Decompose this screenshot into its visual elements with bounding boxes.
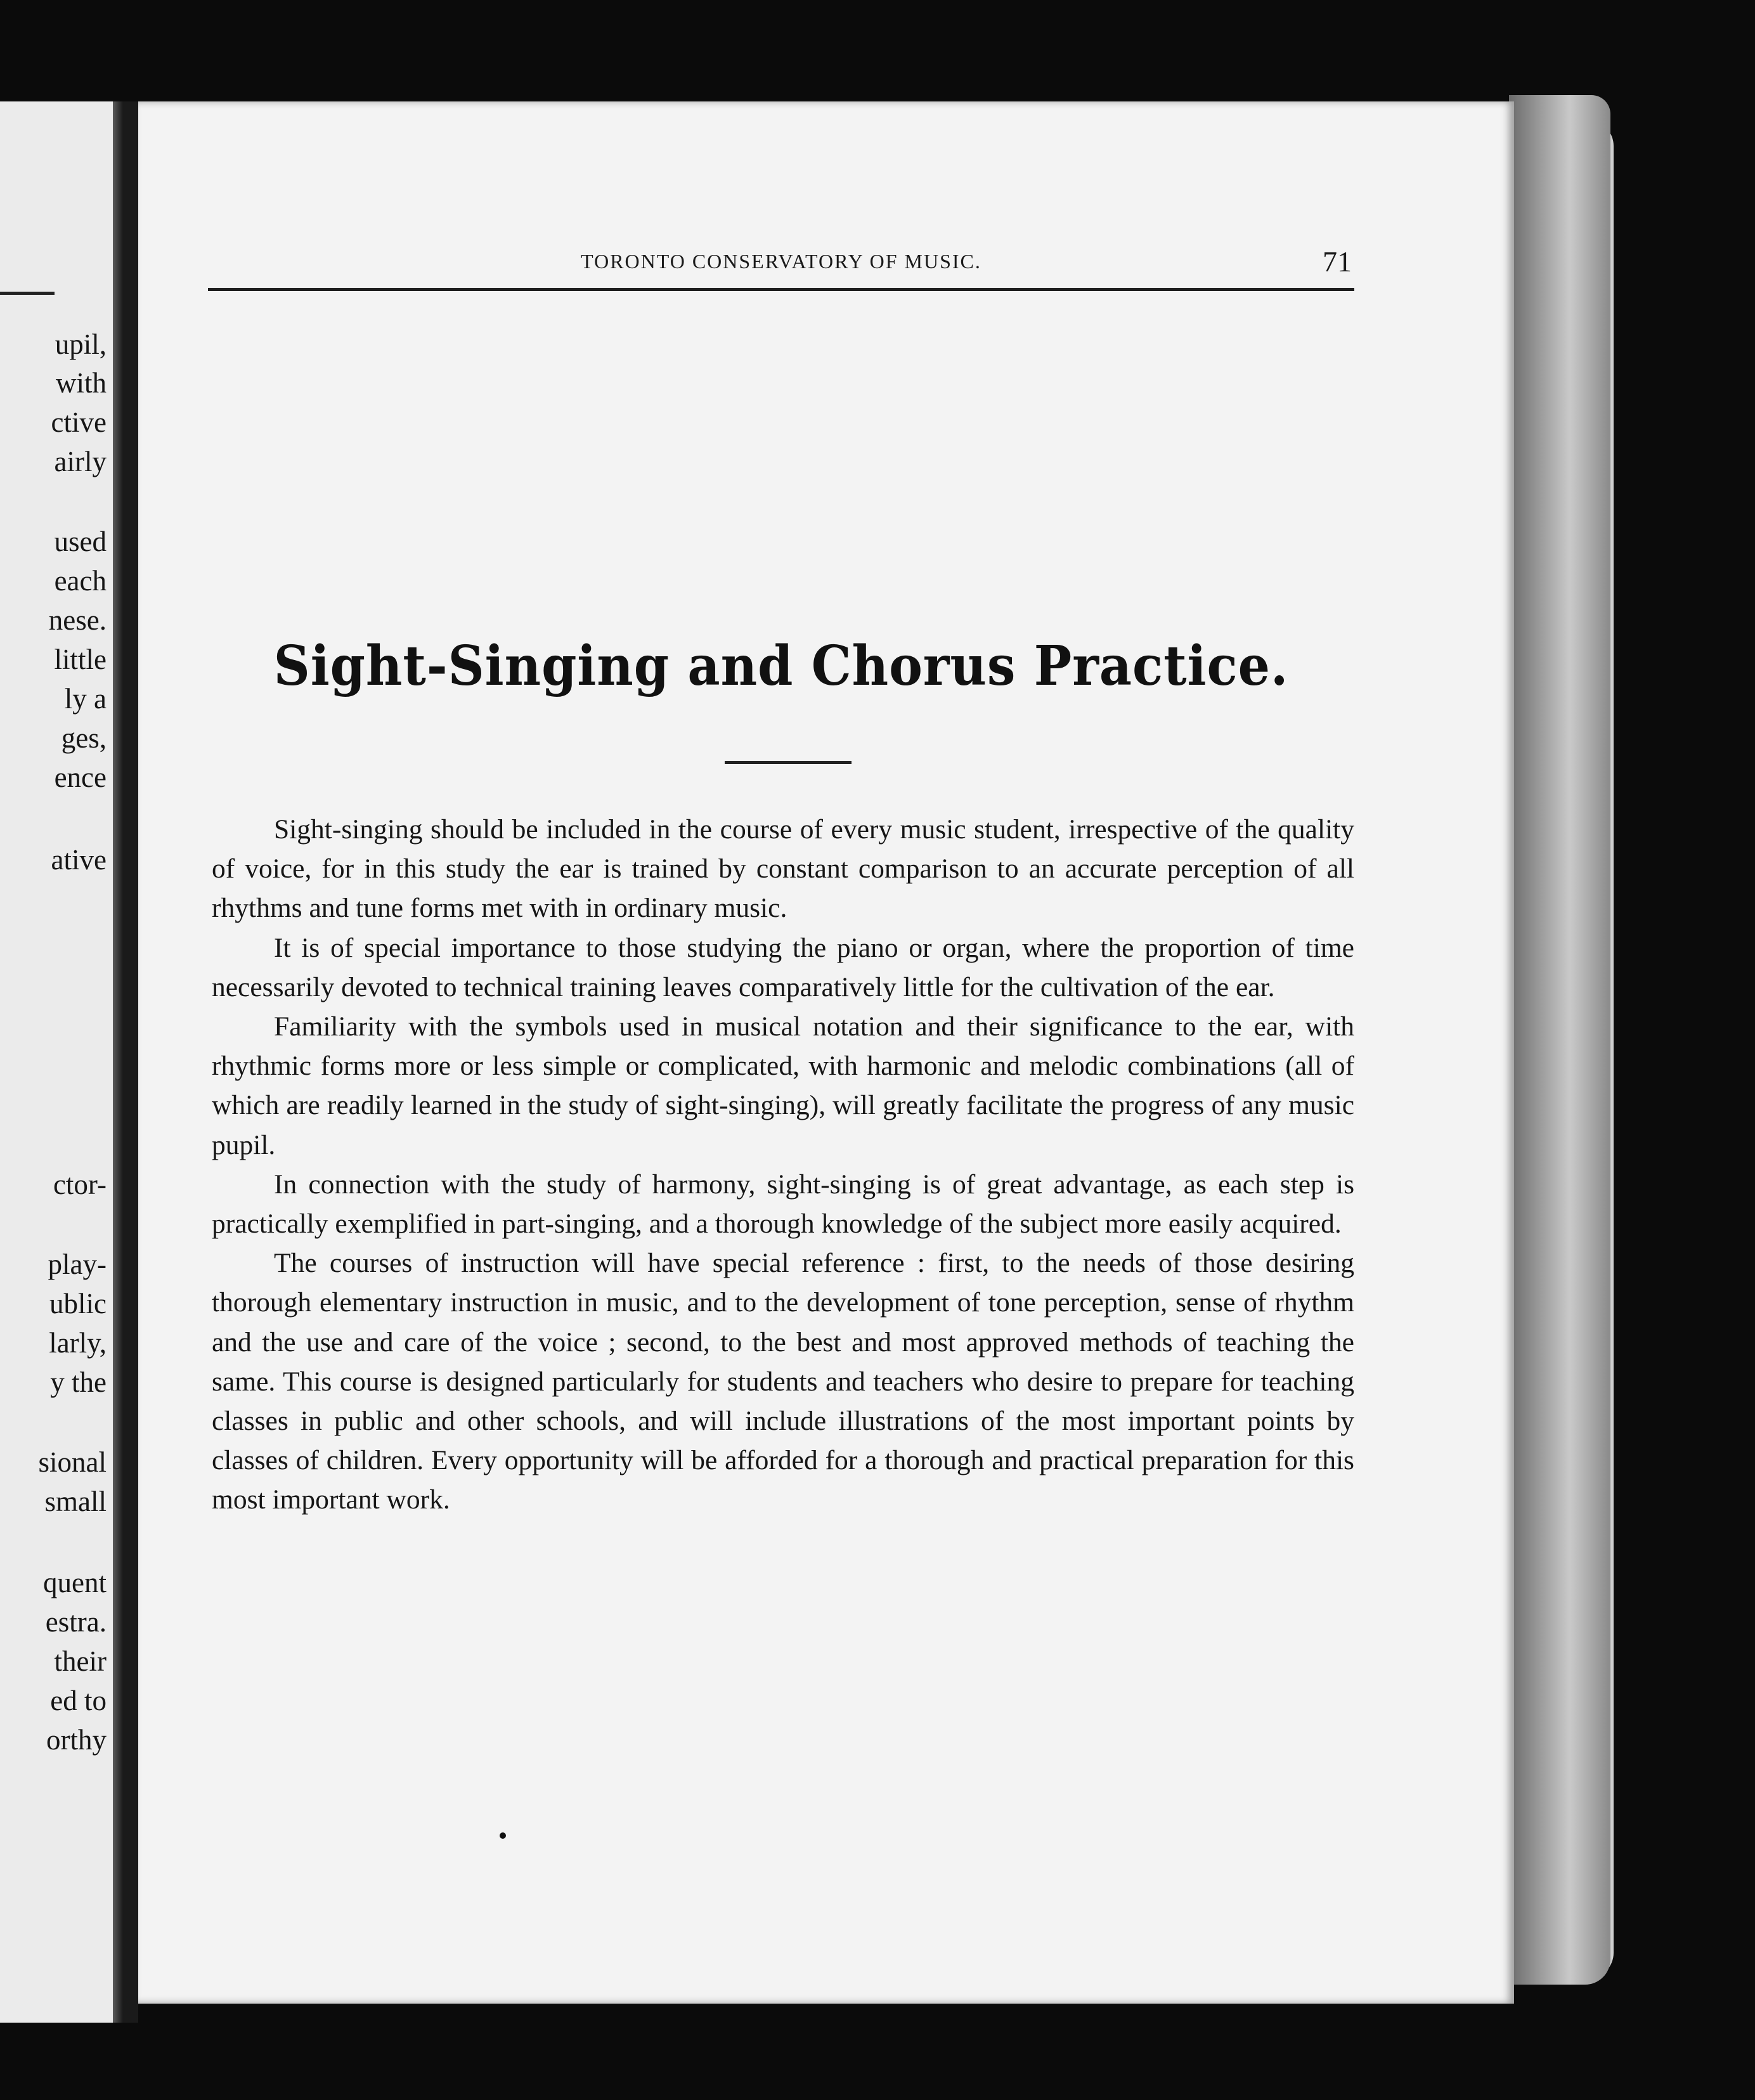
paragraph: Sight-singing should be included in the course of every music student, irrespective of the quality of voice, for in this study the ear is trained by constant comparison to an accurate perception of all rhythms and tune forms met with in ordinary music. (212, 814, 1354, 924)
previous-page-line: ctor- (53, 1169, 107, 1200)
previous-page-line: small (44, 1486, 107, 1517)
book-page (138, 101, 1514, 2004)
running-title: TORONTO CONSERVATORY OF MUSIC. (581, 250, 981, 273)
previous-page-line: orthy (46, 1724, 107, 1756)
running-head (208, 245, 1354, 283)
previous-page-line: sional (38, 1446, 107, 1478)
paragraph: It is of special importance to those studying the piano or organ, where the proportion of time necessarily devoted to technical training leaves comparatively little for the cultivation of the ear. (212, 932, 1354, 1002)
page-edge-stack-inner (1509, 95, 1610, 1985)
previous-page-line: ctive (51, 406, 107, 438)
page-number: 71 (1323, 245, 1352, 278)
previous-page-line: y the (50, 1366, 107, 1398)
previous-page-line: play- (48, 1248, 107, 1280)
previous-page-line: with (55, 367, 107, 399)
body-text (212, 810, 1354, 1520)
previous-page-line: larly, (49, 1327, 107, 1359)
header-rule (208, 288, 1354, 291)
previous-page-line: each (54, 565, 107, 597)
previous-page-line: nese. (48, 604, 107, 636)
previous-page-line: airly (54, 446, 107, 477)
previous-page-line: ublic (49, 1288, 107, 1319)
previous-page-line: quent (43, 1567, 107, 1598)
previous-page-line: upil, (55, 328, 107, 360)
chapter-title: Sight-Singing and Chorus Practice. (273, 634, 1289, 698)
previous-page-line: their (54, 1645, 107, 1677)
paragraph: The courses of instruction will have special reference : first, to the needs of those desiring thorough elementary instruction in music, and to the development of tone perception, sense of rhythm and the use and care of the voice ; second, to the best and most approved methods of teaching the same. This course is designed particularly for students and teachers who desire to prepare for teaching classes in public and other schools, and will include illustrations of the most important points by classes of children. Every opportunity will be afforded for a thorough and practical preparation for this most important work. (212, 1248, 1354, 1515)
previous-page-line: ges, (61, 722, 107, 754)
previous-page-line: ative (51, 844, 107, 876)
previous-page-line: little (54, 644, 107, 675)
previous-page-line: estra. (45, 1606, 107, 1638)
previous-page-line: ed to (50, 1685, 107, 1716)
title-rule (725, 761, 852, 764)
book-gutter (113, 101, 138, 2023)
paragraph: Familiarity with the symbols used in musical notation and their significance to the ear, with rhythmic forms more or less simple or complicated, with harmonic and melodic combinations (all of which are readily learned in the study of sight-singing), will greatly facilitate the progress of any music pupil. (212, 1011, 1354, 1160)
previous-page-line: ence (54, 762, 107, 793)
previous-page-line: ly a (64, 683, 107, 715)
previous-page (0, 101, 113, 2023)
ink-speck (500, 1832, 506, 1839)
previous-page-line: used (54, 526, 107, 557)
paragraph: In connection with the study of harmony, sight-singing is of great advantage, as each step is practically exemplified in part-singing, and a thorough knowledge of the subject more easily acquired. (212, 1169, 1354, 1240)
previous-page-rule (0, 292, 55, 295)
